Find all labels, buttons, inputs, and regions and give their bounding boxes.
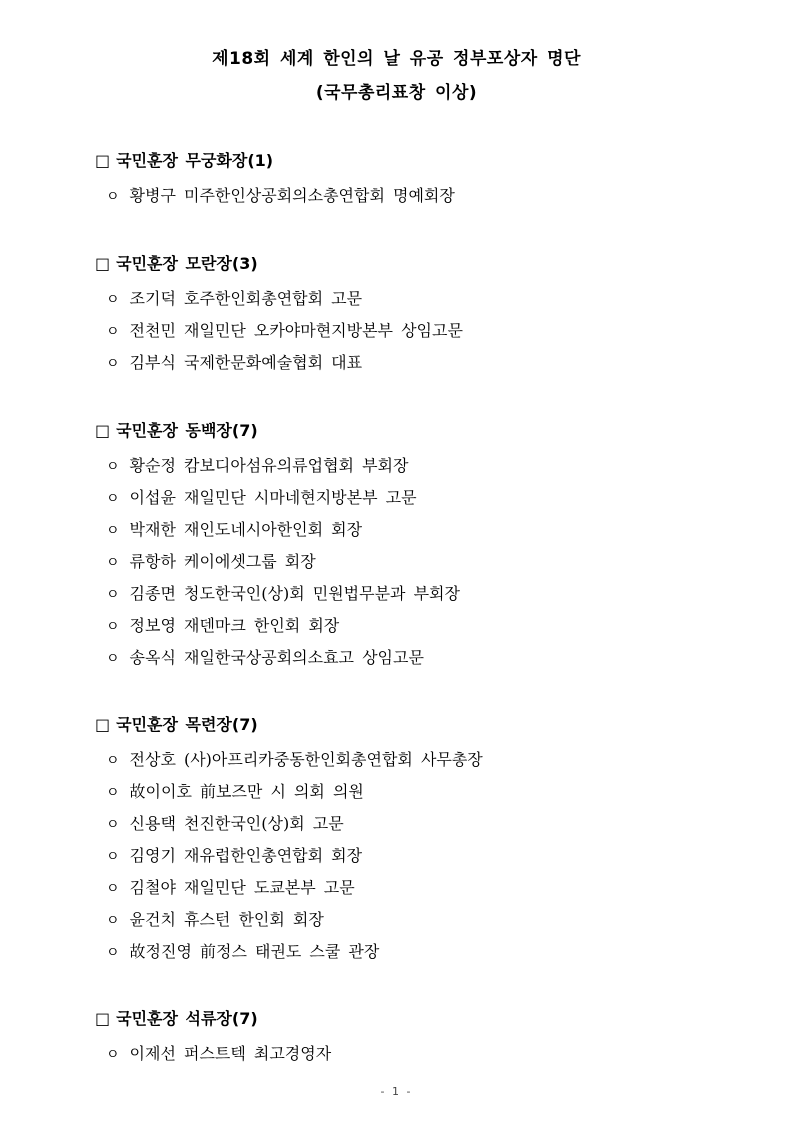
list-item-text: 김종면 청도한국인(상)회 민원법무분과 부회장 [129,584,460,603]
circle-bullet-icon: ㅇ [106,849,120,865]
circle-bullet-icon: ㅇ [106,523,120,539]
list-item [106,645,424,668]
section-heading-moran [95,251,258,274]
document-subtitle: (국무총리표창 이상) [315,83,478,103]
square-marker-icon: □ [95,254,111,273]
list-item [106,747,483,770]
square-marker-icon: □ [95,1009,111,1028]
list-item-text: 전상호 (사)아프리카중동한인회총연합회 사무총장 [129,750,483,769]
circle-bullet-icon: ㅇ [106,1047,120,1063]
circle-bullet-icon: ㅇ [106,945,120,961]
list-item-text: 故이이호 前보즈만 시 의회 의원 [129,782,364,801]
list-item-text: 류항하 케이에셋그룹 회장 [129,552,316,571]
circle-bullet-icon: ㅇ [106,189,120,205]
section-heading-label: 국민훈장 석류장(7) [116,1009,258,1028]
section-heading-seokryu [95,1006,258,1029]
list-item-text: 정보영 재덴마크 한인회 회장 [129,616,340,635]
circle-bullet-icon: ㅇ [106,324,120,340]
list-item [106,549,316,572]
list-item-text: 故정진영 前정스 태권도 스쿨 관장 [129,942,380,961]
list-item-text: 윤건치 휴스턴 한인회 회장 [129,910,324,929]
list-item [106,811,344,834]
circle-bullet-icon: ㅇ [106,881,120,897]
section-heading-label: 국민훈장 동백장(7) [116,421,258,440]
list-item-text: 이섭윤 재일민단 시마네현지방본부 고문 [129,488,417,507]
section-heading-label: 국민훈장 무궁화장(1) [116,151,274,170]
list-item [106,350,362,373]
list-item [106,453,408,476]
list-item [106,939,379,962]
circle-bullet-icon: ㅇ [106,491,120,507]
square-marker-icon: □ [95,715,111,734]
circle-bullet-icon: ㅇ [106,913,120,929]
list-item-text: 황순정 캄보디아섬유의류업협회 부회장 [129,456,409,475]
circle-bullet-icon: ㅇ [106,651,120,667]
list-item [106,485,417,508]
circle-bullet-icon: ㅇ [106,785,120,801]
list-item [106,183,455,206]
page-number: - 1 - [380,1085,413,1098]
square-marker-icon: □ [95,151,111,170]
section-heading-mokryeon [95,712,258,735]
circle-bullet-icon: ㅇ [106,292,120,308]
list-item-text: 황병구 미주한인상공회의소총연합회 명예회장 [129,186,455,205]
list-item [106,613,339,636]
list-item-text: 송옥식 재일한국상공회의소효고 상임고문 [129,648,424,667]
list-item [106,907,324,930]
section-heading-mugunghwa [95,148,273,171]
section-heading-label: 국민훈장 목련장(7) [116,715,258,734]
section-heading-dongbaek [95,418,258,441]
document-title: 제18회 세계 한인의 날 유공 정부포상자 명단 [212,49,581,69]
list-item [106,875,355,898]
list-item-text: 신용택 천진한국인(상)회 고문 [129,814,344,833]
circle-bullet-icon: ㅇ [106,753,120,769]
circle-bullet-icon: ㅇ [106,356,120,372]
list-item-text: 박재한 재인도네시아한인회 회장 [129,520,363,539]
list-item-text: 이제선 퍼스트텍 최고경영자 [129,1044,332,1063]
square-marker-icon: □ [95,421,111,440]
list-item [106,517,362,540]
list-item [106,1041,331,1064]
circle-bullet-icon: ㅇ [106,619,120,635]
list-item [106,286,362,309]
circle-bullet-icon: ㅇ [106,817,120,833]
circle-bullet-icon: ㅇ [106,459,120,475]
list-item [106,779,364,802]
section-heading-label: 국민훈장 모란장(3) [116,254,258,273]
list-item [106,318,463,341]
list-item-text: 조기덕 호주한인회총연합회 고문 [129,289,363,308]
list-item-text: 전천민 재일민단 오카야마현지방본부 상임고문 [129,321,463,340]
list-item-text: 김철야 재일민단 도쿄본부 고문 [129,878,355,897]
circle-bullet-icon: ㅇ [106,587,120,603]
list-item [106,843,362,866]
list-item-text: 김부식 국제한문화예술협회 대표 [129,353,363,372]
list-item-text: 김영기 재유럽한인총연합회 회장 [129,846,363,865]
list-item [106,581,460,604]
circle-bullet-icon: ㅇ [106,555,120,571]
